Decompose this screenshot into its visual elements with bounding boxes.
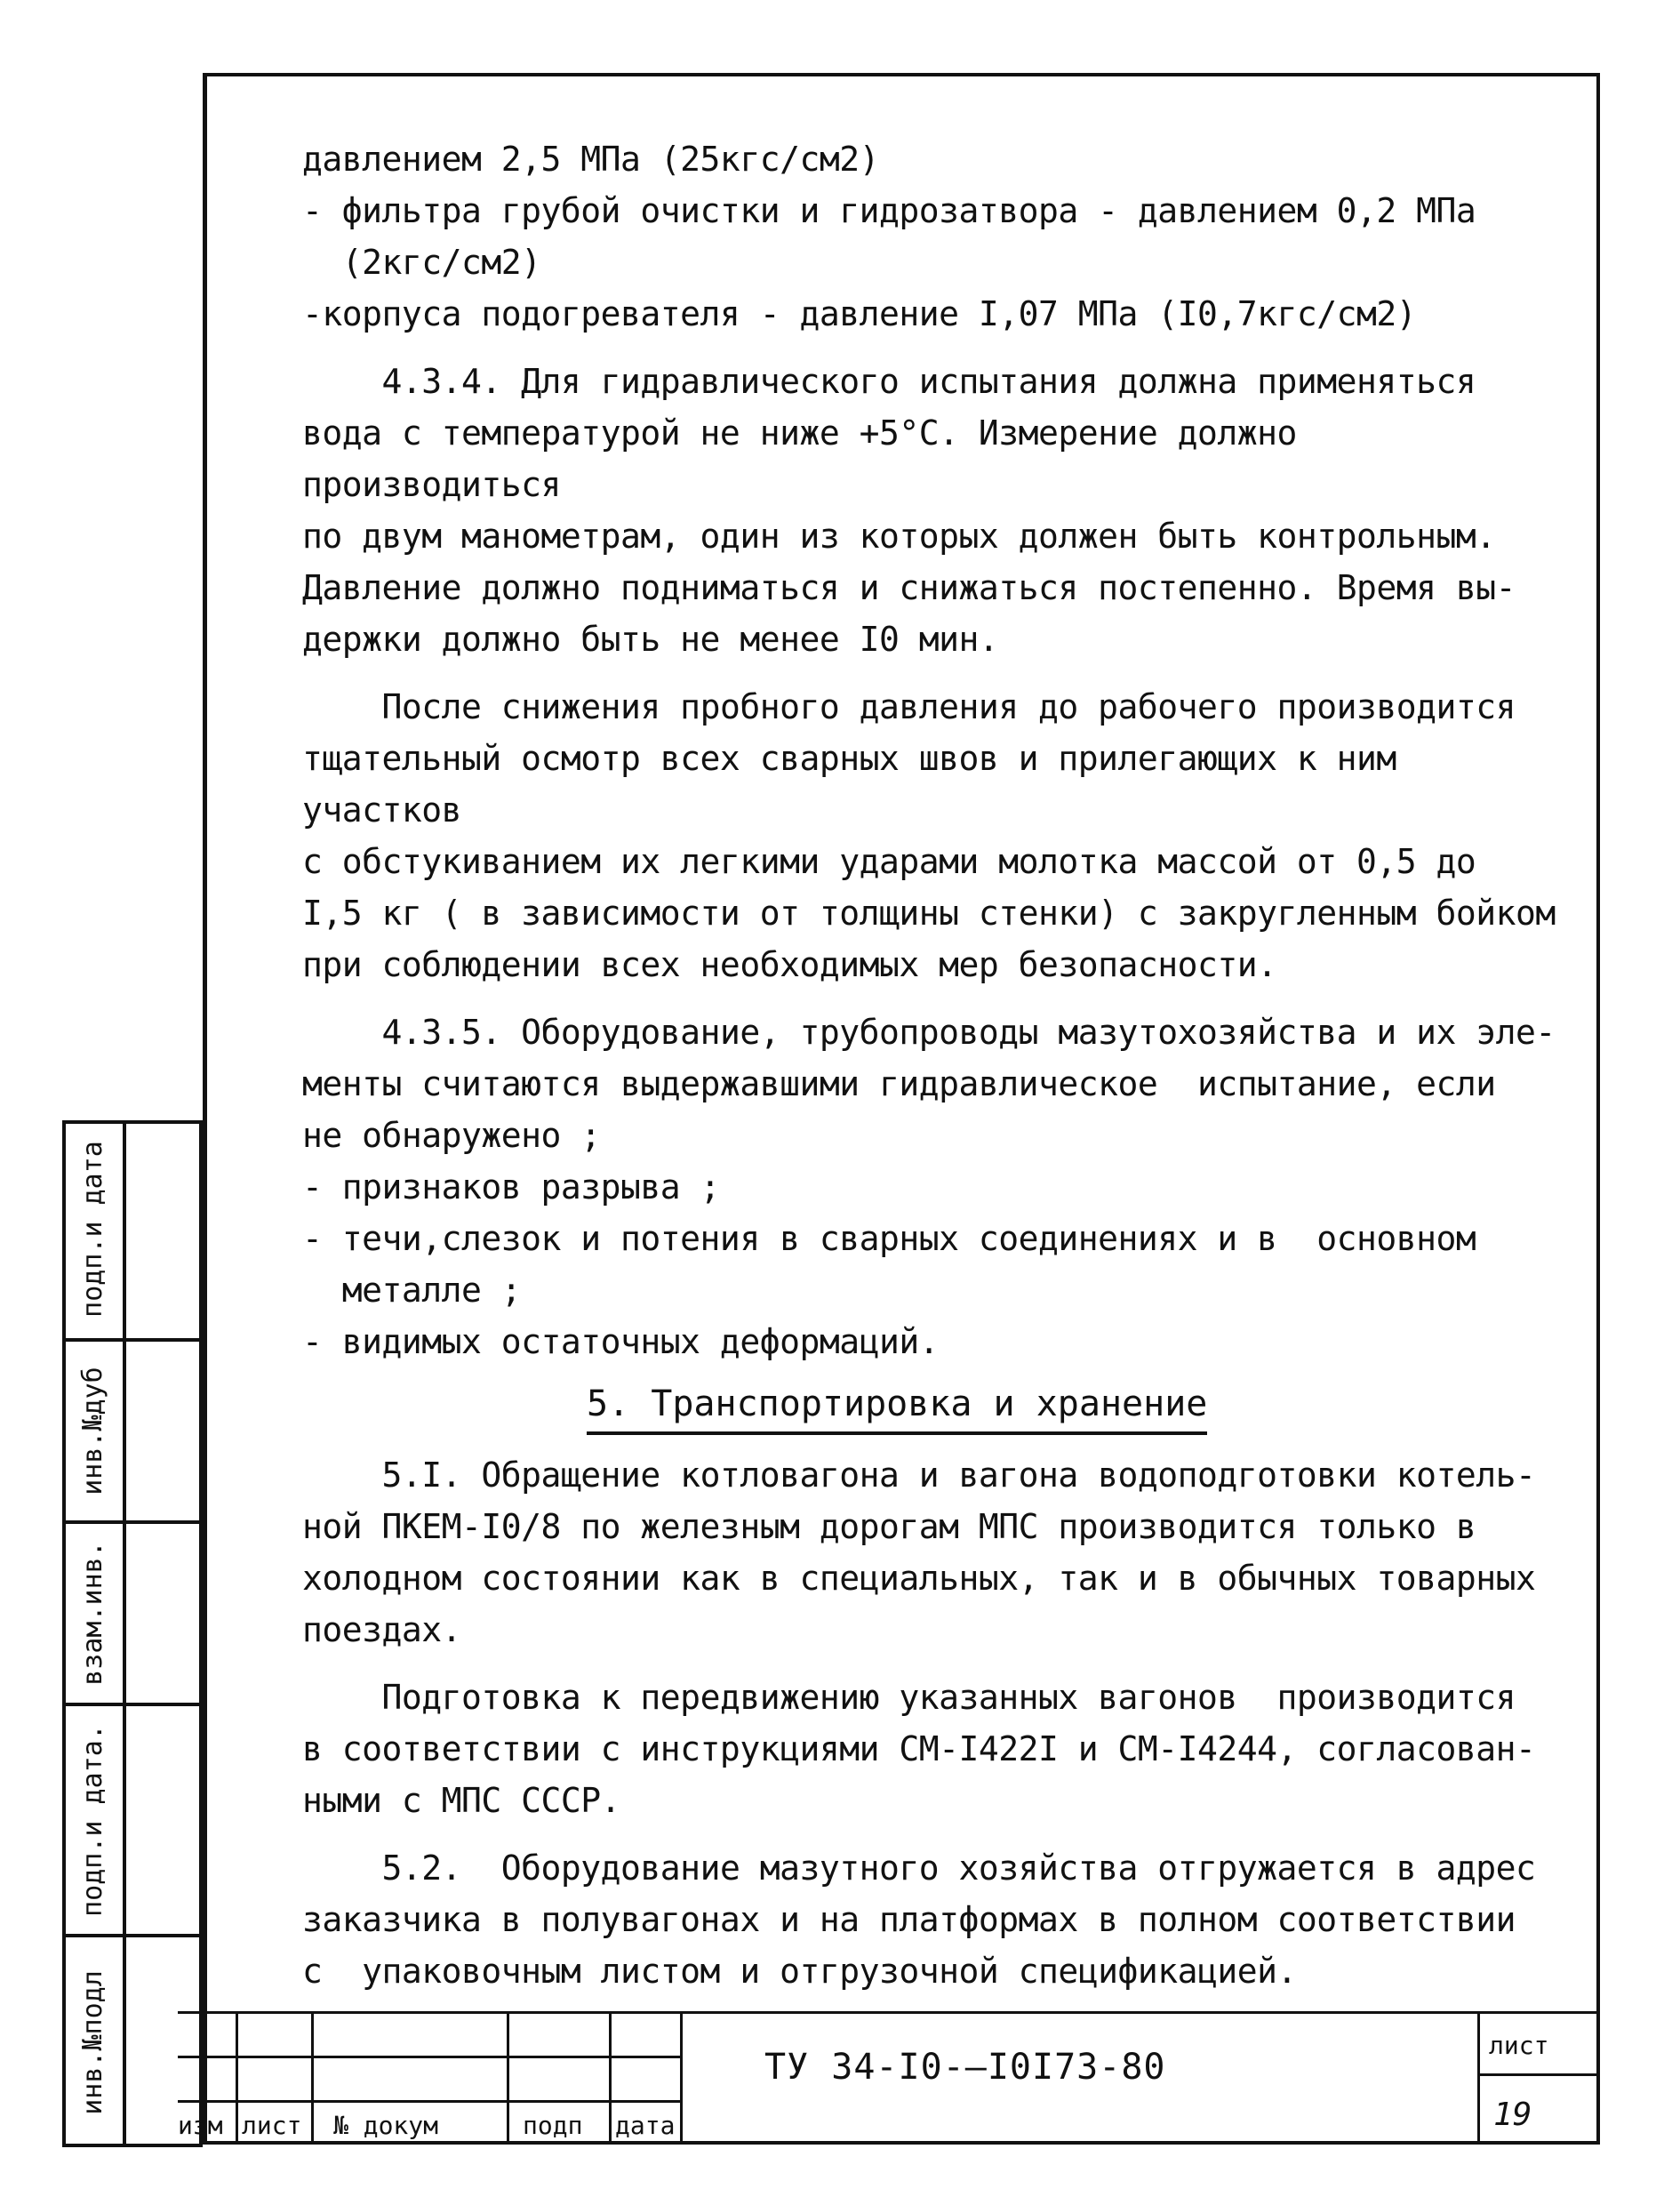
title-block-line [236, 2011, 238, 2145]
sheet-number: 19 [1493, 2097, 1532, 2133]
paragraph: 4.3.4. Для гидравлического испытания должна применяться вода с температурой не ниже +5°С. Измерение должно производиться по двум манометрам, один из которых должен быть контрольным. Давление должно подниматься и снижаться постепенно. Время вы- держки должно быть не менее I0 мин. [302, 362, 1516, 659]
label-signature: подп [523, 2111, 583, 2140]
side-cell-label: инв.№дуб [76, 1367, 108, 1495]
paragraph: давлением 2,5 МПа (25кгс/см2) [302, 140, 879, 179]
side-cell [62, 1520, 123, 1703]
title-block-line [680, 2011, 683, 2145]
side-cell-label: подп.и дата. [76, 1723, 108, 1917]
side-cell-label: инв.№подл [76, 1969, 108, 2115]
paragraph: - фильтра грубой очистки и гидрозатвора - давлением 0,2 МПа (2кгс/см2) [302, 191, 1476, 282]
side-divider [62, 1338, 203, 1342]
side-divider [62, 1520, 203, 1524]
title-block-line [311, 2011, 314, 2145]
title-block [178, 2011, 1600, 2145]
side-cell-label: подп.и дата [76, 1141, 108, 1318]
title-block-line [1477, 2073, 1600, 2076]
label-date: дата [615, 2111, 676, 2140]
title-block-border [178, 2011, 1600, 2014]
title-block-line [507, 2011, 509, 2145]
paragraph: 4.3.5. Оборудование, трубопроводы мазутохозяйства и их эле- менты считаются выдержавшими гидравлическое испытание, если не обнаружено ; - признаков разрыва ; - течи,слезок и потения в сварных соединениях и в основном металле ; - видимых остаточных деформаций. [302, 1013, 1556, 1361]
paragraph: 5.I. Обращение котловагона и вагона водоподготовки котель- ной ПКЕМ-I0/8 по железным дорогам МПС производится только в холодном состоянии как в специальных, так и в обычных товарных поездах. [302, 1455, 1536, 1649]
document-code: ТУ 34-I0-—I0I73-80 [764, 2047, 1166, 2088]
title-block-line [178, 2056, 680, 2058]
paragraph: 5.2. Оборудование мазутного хозяйства отгружается в адрес заказчика в полувагонах и на платформах в полном соответствии с упаковочным листом и отгрузочной спецификацией. [302, 1848, 1536, 1991]
paragraph: -корпуса подогревателя - давление I,07 МПа (I0,7кгс/см2) [302, 294, 1417, 333]
side-cell [62, 1120, 123, 1338]
side-stamp [62, 1120, 203, 2147]
side-cell-label: взам.инв. [76, 1541, 108, 1686]
side-cell [62, 1338, 123, 1520]
paragraph: Подготовка к передвижению указанных вагонов производится в соответствии с инструкциями СМ-I422I и СМ-I4244, согласован- ными с МПС СССР. [302, 1678, 1536, 1820]
side-cell [62, 1703, 123, 1934]
paragraph: После снижения пробного давления до рабочего производится тщательный осмотр всех сварных швов и прилегающих к ним участков с обстукиванием их легкими ударами молотка массой от 0,5 до I,5 кг ( в зависимости от толщины стенки) с закругленным бойком при соблюдении всех необходимых мер безопасности. [302, 687, 1556, 984]
section-heading: 5. Транспортировка и хранение [587, 1378, 1207, 1435]
label-doc-number: № докум [333, 2111, 439, 2140]
label-list: лист [242, 2111, 302, 2140]
document-body [302, 133, 1564, 1997]
side-stamp-values [123, 1120, 203, 2147]
title-block-line [609, 2011, 612, 2145]
label-izm: изм [178, 2111, 223, 2140]
title-block-line [1477, 2011, 1480, 2145]
side-divider [62, 1934, 203, 1937]
side-cell [62, 1934, 123, 2147]
side-divider [62, 1703, 203, 1706]
sheet-label: лист [1489, 2031, 1549, 2060]
title-block-line [178, 2100, 680, 2103]
